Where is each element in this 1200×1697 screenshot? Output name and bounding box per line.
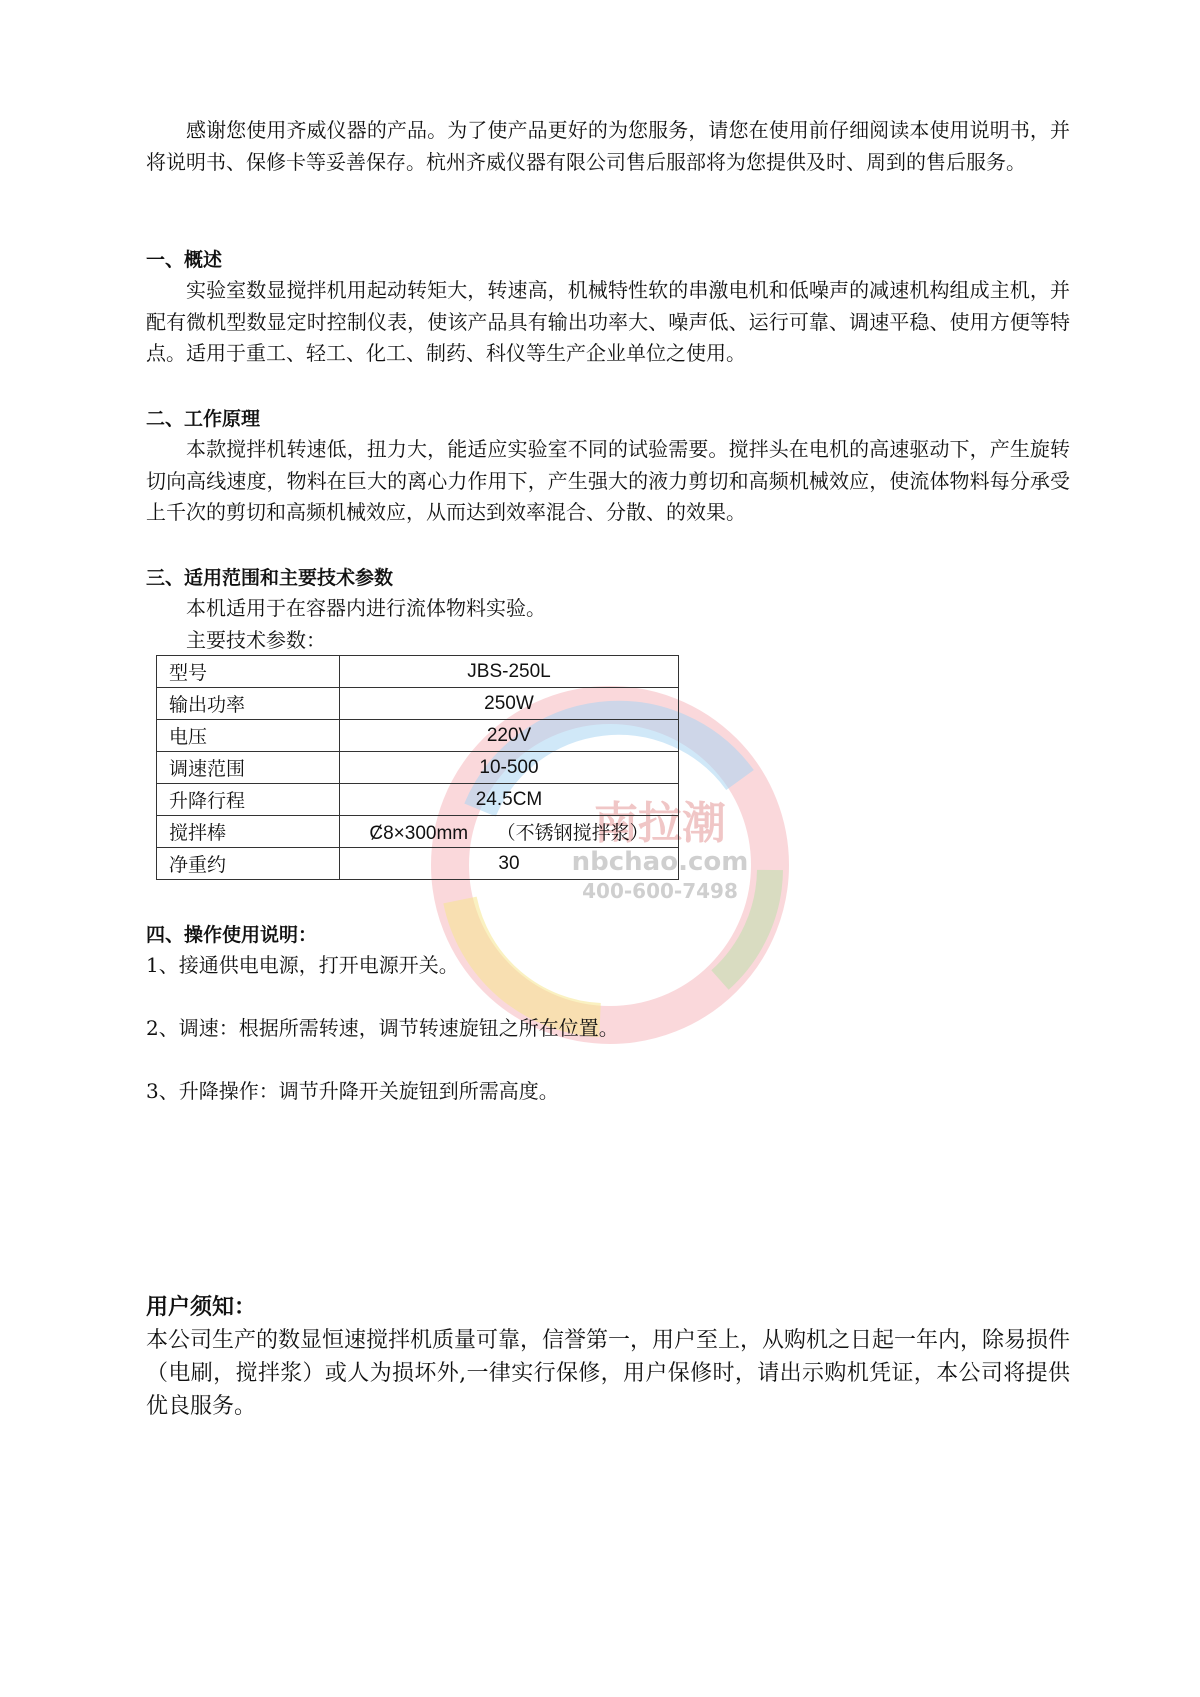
section-3-line-2: 主要技术参数：: [186, 627, 326, 652]
section-2-title: 二、工作原理: [146, 408, 261, 430]
notice-title: 用户须知：: [146, 1295, 257, 1320]
param-value: 10-500: [340, 752, 679, 784]
param-value: JBS-250L: [340, 656, 679, 688]
step-3: 3、升降操作：调节升降开关旋钮到所需高度。: [146, 1079, 559, 1103]
param-value: 250W: [340, 688, 679, 720]
table-row: [157, 720, 679, 752]
section-1-body: 实验室数显搅拌机用起动转矩大，转速高，机械特性软的串激电机和低噪声的减速机构组成主机，并配有微机型数显定时控制仪表，使该产品具有输出功率大、噪声低、运行可靠、调速平稳、使用方便等特点。适用于重工、轻工、化工、制药、科仪等生产企业单位之使用。: [146, 278, 1070, 365]
intro-paragraph: 感谢您使用齐威仪器的产品。为了使产品更好的为您服务，请您在使用前仔细阅读本使用说明书，并将说明书、保修卡等妥善保存。杭州齐威仪器有限公司售后服部将为您提供及时、周到的售后服务。: [146, 118, 1070, 174]
param-label: 升降行程: [157, 784, 340, 816]
param-label: 电压: [157, 720, 340, 752]
param-label: 型号: [157, 656, 340, 688]
section-3-title: 三、适用范围和主要技术参数: [146, 567, 394, 589]
table-row: [157, 656, 679, 688]
watermark-brand: 南拉潮: [594, 798, 726, 849]
table-row: [157, 816, 679, 848]
tech-params-table: [156, 655, 679, 880]
section-2-body: 本款搅拌机转速低，扭力大，能适应实验室不同的试验需要。搅拌头在电机的高速驱动下，产生旋转切向高线速度，物料在巨大的离心力作用下，产生强大的液力剪切和高频机械效应，使流体物料每分承受上千次的剪切和高频机械效应，从而达到效率混合、分散、的效果。: [146, 437, 1070, 524]
step-2: 2、调速：根据所需转速，调节转速旋钮之所在位置。: [146, 1016, 619, 1040]
table-row: [157, 848, 679, 880]
notice-body: 本公司生产的数显恒速搅拌机质量可靠，信誉第一，用户至上，从购机之日起一年内，除易损件（电刷，搅拌浆）或人为损坏外,一律实行保修，用户保修时，请出示购机凭证，本公司将提供优良服务。: [146, 1328, 1071, 1419]
param-value: 220V: [340, 720, 679, 752]
step-1: 1、接通供电电源，打开电源开关。: [146, 953, 459, 977]
param-value: 30: [340, 848, 679, 880]
param-value: Ȼ8×300mm （不锈钢搅拌浆）: [340, 816, 679, 848]
param-label: 输出功率: [157, 688, 340, 720]
watermark-domain: nbchao.com: [571, 847, 749, 877]
section-3-line-1: 本机适用于在容器内进行流体物料实验。: [186, 596, 546, 620]
section-4-title: 四、操作使用说明：: [146, 924, 318, 946]
param-label: 调速范围: [157, 752, 340, 784]
param-label: 搅拌棒: [157, 816, 340, 848]
section-1-title: 一、概述: [146, 249, 223, 271]
table-row: [157, 784, 679, 816]
table-row: [157, 752, 679, 784]
param-label: 净重约: [157, 848, 340, 880]
param-value: 24.5CM: [340, 784, 679, 816]
table-row: [157, 688, 679, 720]
watermark-phone: 400-600-7498: [582, 879, 738, 903]
